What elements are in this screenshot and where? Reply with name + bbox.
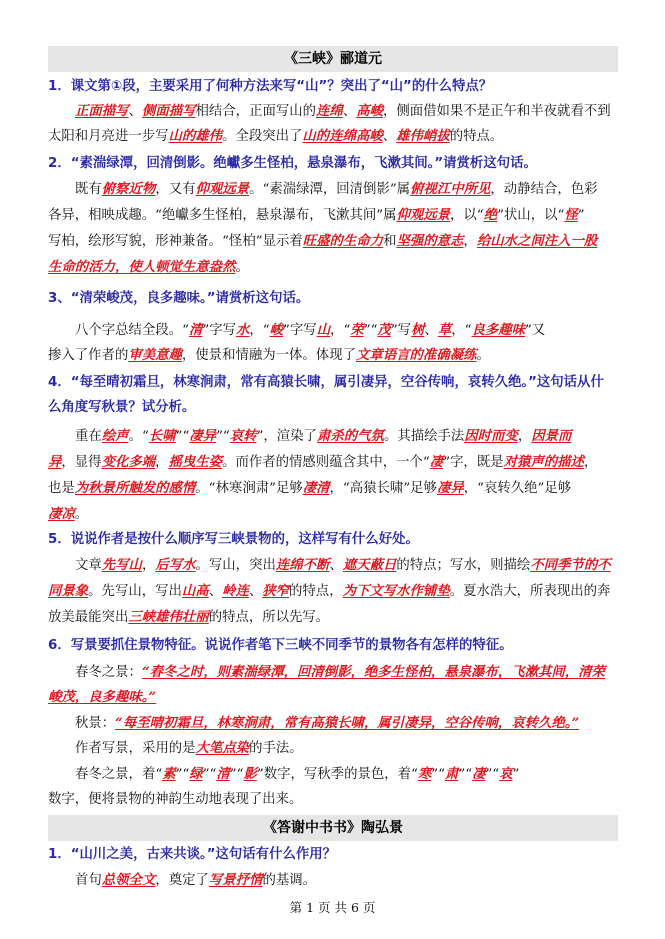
- highlighted-answer: 凄: [472, 766, 486, 782]
- answer-text: ”“: [431, 767, 445, 782]
- highlighted-answer: 不同季节的不: [530, 557, 611, 573]
- answer-line: [48, 502, 624, 527]
- answer-line: [48, 868, 624, 893]
- answer-text: 。其描绘手法: [383, 429, 465, 444]
- highlighted-answer: 审美意趣: [128, 347, 182, 363]
- answer-text: 、: [128, 104, 142, 119]
- answer-text: 的特点，: [289, 584, 343, 599]
- answer-text: ”“: [363, 323, 378, 338]
- highlighted-answer: 怪: [564, 207, 578, 223]
- answer-line: [48, 229, 624, 254]
- question-5: 5．说说作者是按什么顺序写三峡景物的，这样写有什么好处。: [48, 532, 419, 547]
- answer-text: 、: [342, 104, 357, 119]
- answer-text: ”字写: [202, 323, 237, 338]
- question-3: 3、“清荣峻茂，良多趣味。”请赏析这句话。: [48, 291, 310, 306]
- answer-line: [48, 177, 624, 202]
- answer-text: ，: [141, 558, 156, 573]
- answer-text: ，“: [451, 323, 472, 338]
- highlighted-answer: 高峻: [356, 103, 383, 119]
- highlighted-answer: 凄清: [302, 480, 330, 496]
- answer-text: 的特点；写水，则描绘: [396, 558, 531, 573]
- answer-line: [48, 343, 624, 368]
- highlighted-answer: 给山水之间注入一股: [476, 233, 598, 249]
- answer-line: [48, 605, 624, 630]
- highlighted-answer: 俯视江中所见: [410, 181, 491, 197]
- highlighted-answer: 凄异: [189, 428, 217, 444]
- highlighted-answer: 岭连: [222, 583, 249, 599]
- answer-text: ，侧面借如果不是正午和半夜就看不到: [382, 104, 611, 119]
- answer-text: ”“: [458, 767, 473, 782]
- answer-line: [48, 553, 624, 578]
- highlighted-answer: 侧面描写: [141, 103, 196, 119]
- answer-line: [48, 450, 624, 475]
- answer-text: 的特点，所以先写。: [208, 610, 330, 625]
- answer-text: 各异，相映成趣。“绝巘多生怪柏，悬泉瀑布，飞漱其间”属: [48, 208, 397, 223]
- answer-text: ”状山，以“: [497, 208, 565, 223]
- highlighted-answer: 写景抒情: [208, 872, 263, 888]
- answer-text: ”字，既是: [443, 455, 504, 470]
- answer-text: ”，渲染了: [256, 429, 317, 444]
- highlighted-answer: 大笔点染: [195, 740, 250, 756]
- highlighted-answer: 为下文写水作铺垫: [342, 583, 450, 599]
- question-1: 1．课文第①段，主要采用了何种方法来写“山”？突出了“山”的什么特点？: [48, 79, 493, 94]
- highlighted-answer: 总领全文: [101, 872, 156, 888]
- highlighted-answer: 山高: [181, 583, 209, 599]
- answer-line: [48, 203, 624, 228]
- answer-text: 。“: [128, 429, 149, 444]
- answer-text: 。: [476, 348, 490, 363]
- answer-text: ”“: [175, 767, 190, 782]
- highlighted-answer: 俯察近物: [101, 181, 156, 197]
- answer-text: 。夏水浩大，所表现出的奔: [449, 584, 611, 599]
- highlighted-answer: 连绵不断: [275, 557, 330, 573]
- highlighted-answer: 因时而变: [464, 428, 518, 444]
- answer-line: [48, 711, 624, 736]
- answer-line: [48, 476, 624, 501]
- highlighted-answer: 仰观远景: [195, 181, 250, 197]
- highlighted-answer: 仰观远景: [396, 207, 451, 223]
- highlighted-answer: 凄: [429, 454, 444, 470]
- highlighted-answer: 长啸: [148, 428, 176, 444]
- highlighted-answer: 遮天蔽日: [342, 557, 397, 573]
- answer-text: ，显得: [61, 455, 102, 470]
- highlighted-answer: 影: [243, 766, 257, 782]
- highlighted-answer: 良多趣味: [471, 322, 526, 338]
- answer-text: 。“素湍绿潭，回清倒影”属: [249, 182, 411, 197]
- answer-text: ”“: [229, 767, 244, 782]
- highlighted-answer: 狭窄: [262, 583, 290, 599]
- answer-text: ”写: [390, 323, 412, 338]
- highlighted-answer: 先写山: [101, 557, 142, 573]
- answer-text: ，: [517, 429, 532, 444]
- answer-text: 相结合，正面写山的: [195, 104, 317, 119]
- answer-text: 。“林寒涧肃”足够: [195, 481, 303, 496]
- answer-text: 、: [382, 129, 397, 144]
- highlighted-answer: 变化多端: [101, 454, 156, 470]
- answer-text: ”字写: [283, 323, 317, 338]
- highlighted-answer: 树: [411, 322, 425, 338]
- answer-text: 、: [208, 584, 223, 599]
- answer-text: 文章: [75, 558, 102, 573]
- highlighted-answer: 旺盛的生命力: [302, 233, 384, 249]
- highlighted-answer: 哀: [499, 766, 513, 782]
- highlighted-answer: 清: [216, 766, 230, 782]
- answer-text: 八个字总结全段。“: [75, 323, 189, 338]
- answer-text: ，: [583, 455, 598, 470]
- answer-line: [48, 318, 624, 343]
- answer-line: [48, 99, 624, 124]
- highlighted-answer: 清: [188, 322, 203, 338]
- answer-text: ，“高猿长啸”足够: [329, 481, 437, 496]
- answer-text: 也是: [48, 481, 75, 496]
- answer-text: 和: [383, 234, 397, 249]
- highlighted-answer: 三峡雄伟壮丽: [128, 609, 209, 625]
- answer-text: 。写山，突出: [195, 558, 276, 573]
- answer-text: ，动静结合，色彩: [490, 182, 598, 197]
- answer-text: ，: [463, 234, 477, 249]
- answer-text: 掺入了作者的: [48, 348, 129, 363]
- highlighted-answer: 茂: [377, 322, 391, 338]
- answer-text: 放美最能突出: [48, 610, 129, 625]
- answer-text: ”数字，写秋季的景色，着“: [256, 767, 418, 782]
- answer-text: ”“: [216, 429, 230, 444]
- answer-text: 的手法。: [249, 741, 303, 756]
- answer-text: 秋景：: [75, 716, 116, 731]
- answer-text: ，以“: [450, 208, 484, 223]
- answer-text: 的基调。: [262, 873, 317, 888]
- answer-text: 、: [329, 558, 343, 573]
- section-title: 《答谢中书书》陶弘景: [48, 815, 618, 841]
- answer-text: 作者写景，采用的是: [75, 741, 196, 756]
- highlighted-answer: 雄伟峭拔: [396, 128, 450, 144]
- question-1: 1．“山川之美，古来共谈。”这句话有什么作用？: [48, 847, 337, 862]
- question-6: 6．写景要抓住景物特征。说说作者笔下三峡不同季节的景物各有怎样的特征。: [48, 638, 513, 653]
- answer-text: ”“: [175, 429, 190, 444]
- answer-text: ，: [155, 455, 169, 470]
- answer-text: 首句: [75, 873, 102, 888]
- answer-text: ”: [512, 767, 520, 782]
- answer-text: ，奠定了: [155, 873, 209, 888]
- answer-text: ”“: [202, 767, 217, 782]
- highlighted-answer: 因景而: [531, 428, 572, 444]
- answer-line: [48, 685, 624, 710]
- highlighted-answer: 寒: [417, 766, 432, 782]
- highlighted-answer: 绘声: [101, 428, 129, 444]
- answer-line: [48, 124, 624, 149]
- highlighted-answer: 绿: [189, 766, 203, 782]
- answer-text: 春冬之景，着“: [75, 767, 163, 782]
- answer-line: [48, 736, 624, 761]
- question-4-cont: 么角度写秋景？试分析。: [48, 400, 196, 415]
- question-2: 2．“素湍绿潭，回清倒影。绝巘多生怪柏，悬泉瀑布，飞漱其间。”请赏析这句话。: [48, 156, 537, 171]
- answer-text: 太阳和月亮进一步写: [48, 129, 169, 144]
- answer-text: 写柏，绘形写貌，形神兼备。“怪柏”显示着: [48, 234, 303, 249]
- answer-text: 、: [424, 323, 438, 338]
- answer-text: ”: [577, 208, 585, 223]
- highlighted-answer: 峻茂，良多趣味。”: [48, 689, 157, 705]
- highlighted-answer: 对猿声的描述: [503, 454, 584, 470]
- answer-text: ，又有: [155, 182, 196, 197]
- answer-text: 。全段突出了: [222, 129, 303, 144]
- highlighted-answer: 哀转: [229, 428, 257, 444]
- highlighted-answer: 山的连绵高峻: [302, 128, 383, 144]
- highlighted-answer: 凄异: [436, 480, 464, 496]
- highlighted-answer: 为秋景所触发的感情: [74, 480, 196, 496]
- answer-text: ，使景和情融为一体。体现了: [181, 348, 356, 363]
- answer-text: 既有: [75, 182, 102, 197]
- answer-text: 。先写山，写出: [88, 584, 182, 599]
- answer-text: 。: [74, 507, 89, 522]
- highlighted-answer: 凄凉: [48, 506, 75, 522]
- answer-text: 。: [235, 260, 249, 275]
- highlighted-answer: “每至晴初霜旦，林寒涧肃，常有高猿长啸，属引凄异，空谷传响，哀转久绝。”: [115, 715, 580, 731]
- answer-line: [48, 255, 624, 280]
- answer-line: [48, 787, 624, 812]
- answer-text: 、: [248, 584, 263, 599]
- highlighted-answer: 连绵: [316, 103, 343, 119]
- answer-text: 的特点。: [449, 129, 504, 144]
- highlighted-answer: 绝: [483, 207, 498, 223]
- answer-line: [48, 762, 624, 787]
- highlighted-answer: 文章语言的准确凝练: [355, 347, 477, 363]
- answer-text: 重在: [75, 429, 102, 444]
- answer-line: [48, 660, 624, 685]
- highlighted-answer: 肃: [444, 766, 459, 782]
- highlighted-answer: 肃杀的气氛: [316, 428, 384, 444]
- highlighted-answer: 水: [236, 322, 250, 338]
- answer-line: [48, 424, 624, 449]
- answer-text: ”“: [485, 767, 500, 782]
- highlighted-answer: 坚强的意志: [396, 233, 464, 249]
- highlighted-answer: 草: [437, 322, 452, 338]
- highlighted-answer: 正面描写: [75, 103, 129, 119]
- answer-text: 。而作者的情感则蕴含其中，一个“: [222, 455, 430, 470]
- highlighted-answer: 异: [48, 454, 62, 470]
- answer-text: ，“: [249, 323, 270, 338]
- highlighted-answer: 摇曳生姿: [168, 454, 223, 470]
- highlighted-answer: 荣: [350, 322, 364, 338]
- answer-text: ，“: [330, 323, 351, 338]
- answer-text: ”又: [525, 323, 546, 338]
- answer-text: ，“哀转久绝”足够: [463, 481, 572, 496]
- highlighted-answer: 生命的活力，使人顿觉生意盎然: [48, 259, 236, 275]
- answer-line: [48, 579, 624, 604]
- highlighted-answer: 后写水: [155, 557, 196, 573]
- highlighted-answer: 素: [162, 766, 176, 782]
- highlighted-answer: 山: [316, 322, 331, 338]
- highlighted-answer: “春冬之时，则素湍绿潭，回清倒影，绝多生怪柏，悬泉瀑布，飞漱其间，清荣: [141, 664, 605, 680]
- highlighted-answer: 峻: [269, 322, 284, 338]
- section-title: 《三峡》郦道元: [48, 46, 618, 72]
- highlighted-answer: 同景象: [48, 583, 89, 599]
- page-footer: 第 1 页 共 6 页: [289, 900, 376, 915]
- highlighted-answer: 山的雄伟: [168, 128, 223, 144]
- answer-text: 春冬之景：: [75, 665, 142, 680]
- question-4: 4．“每至晴初霜旦，林寒涧肃，常有高猿长啸，属引凄异，空谷传响，哀转久绝。”这句话从什: [48, 375, 604, 390]
- answer-text: 数字，便将景物的神韵生动地表现了出来。: [48, 792, 303, 807]
